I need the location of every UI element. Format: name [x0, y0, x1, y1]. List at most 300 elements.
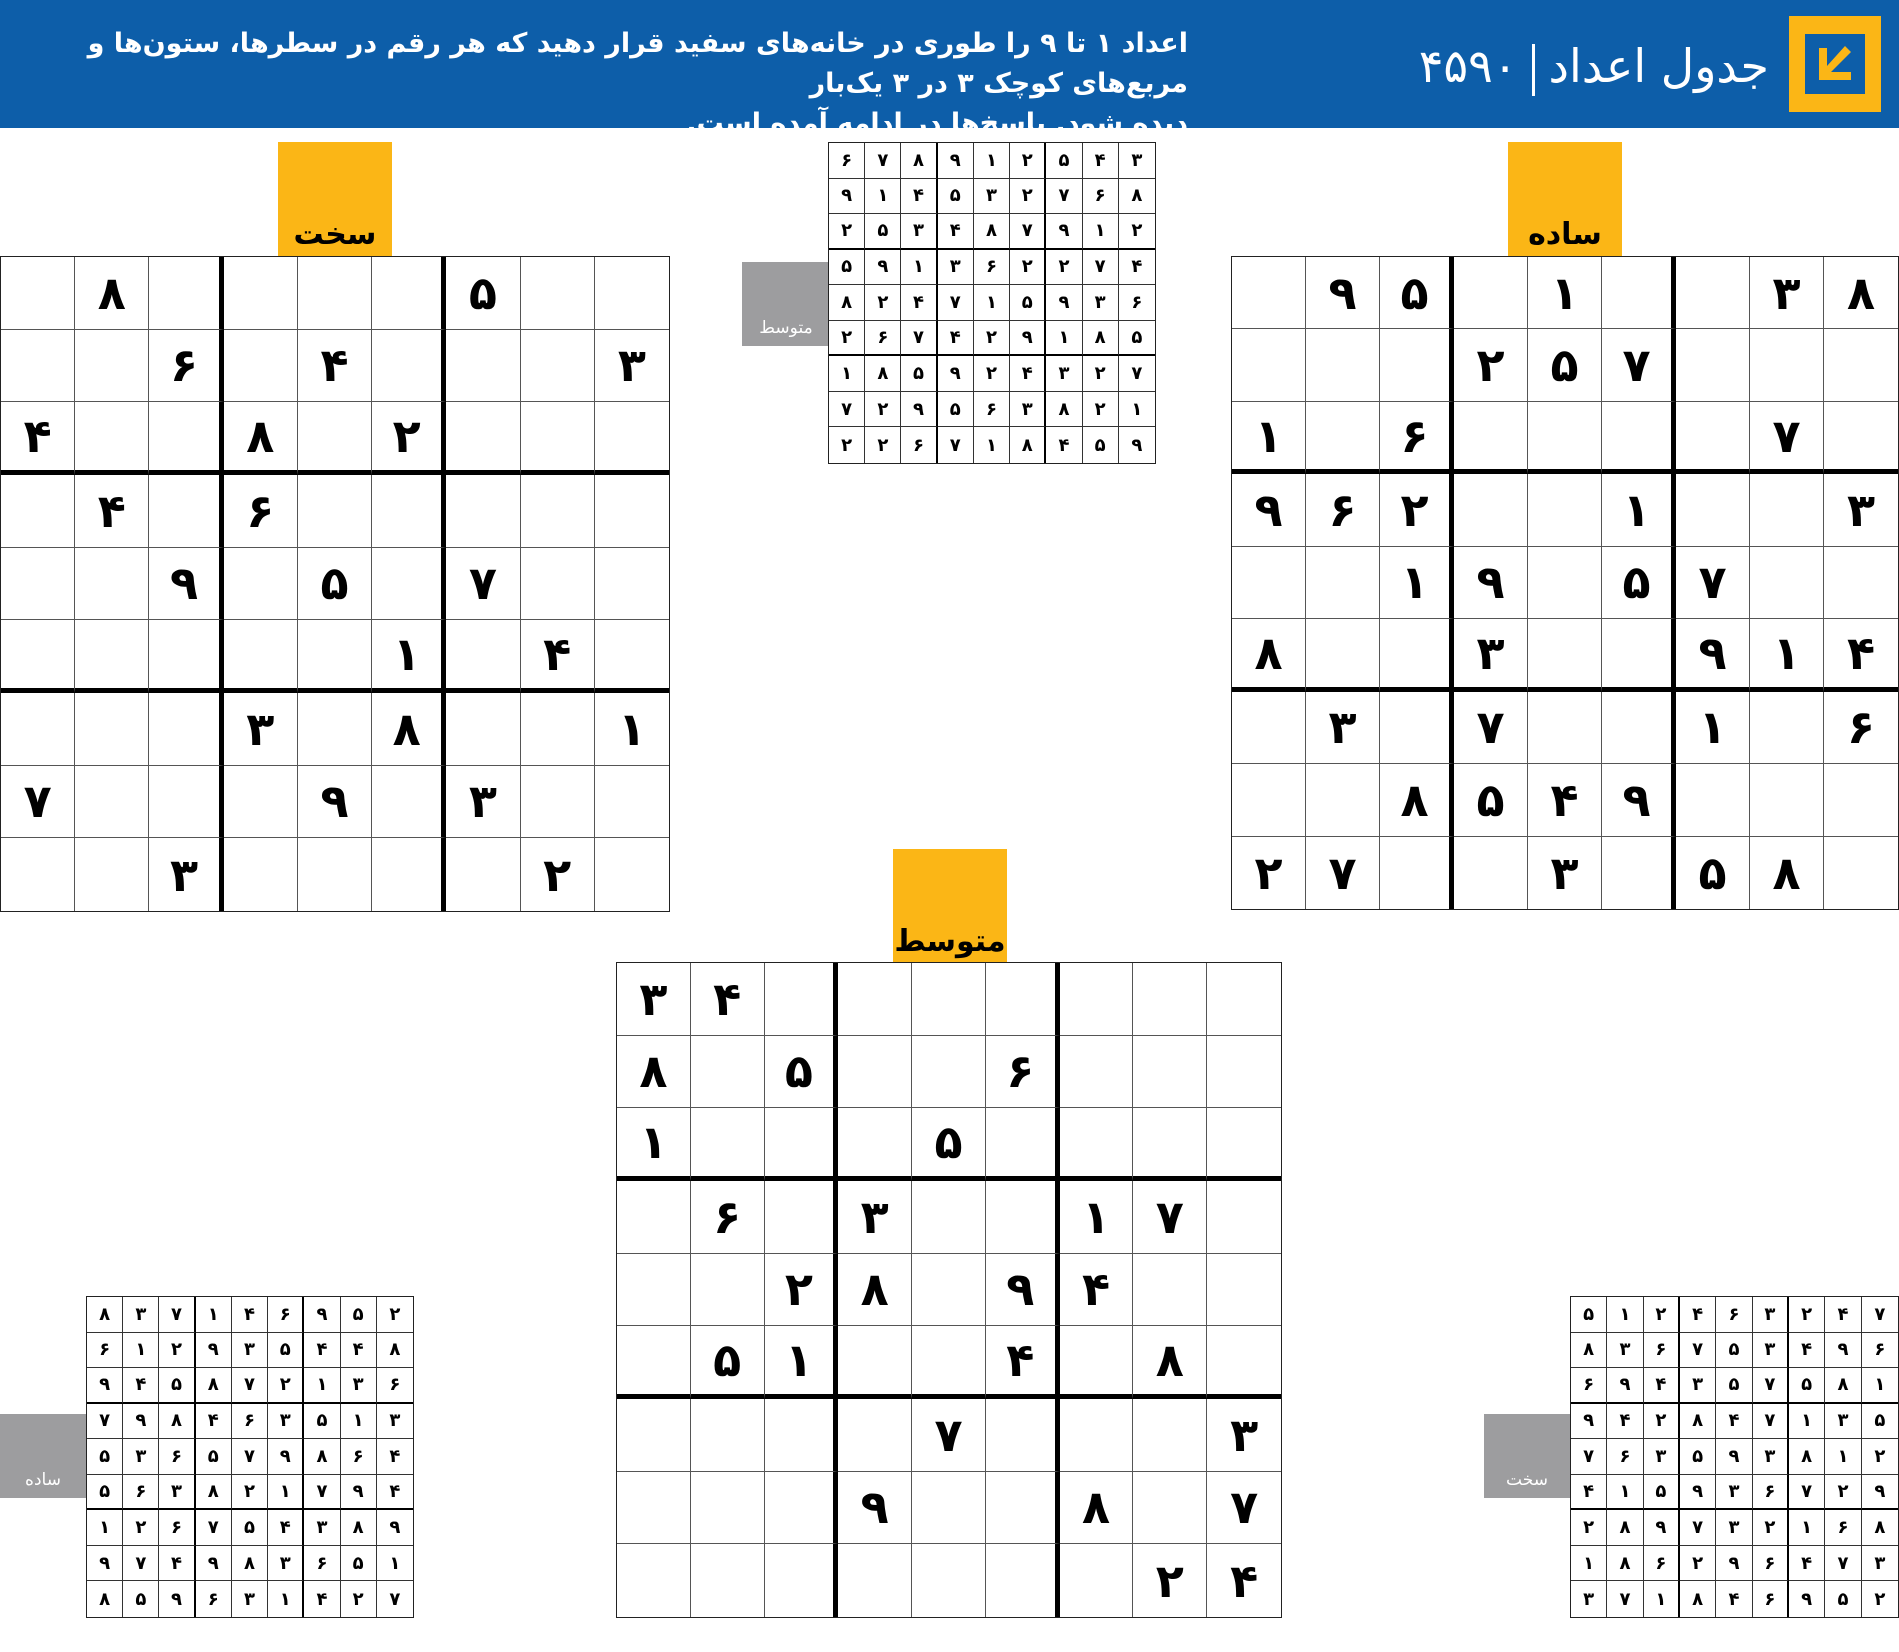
grid-cell	[595, 766, 669, 839]
grid-cell	[1454, 402, 1528, 474]
grid-cell: ۸	[1119, 179, 1155, 215]
grid-cell: ۷	[1825, 1546, 1861, 1582]
grid-cell	[1, 330, 75, 403]
grid-cell	[765, 1544, 839, 1617]
grid-cell	[912, 1326, 986, 1399]
grid-cell: ۳	[377, 1404, 413, 1440]
grid-cell	[838, 1036, 912, 1109]
grid-cell: ۵	[1010, 285, 1046, 321]
grid-cell: ۹	[1825, 1333, 1861, 1369]
grid-cell	[1, 257, 75, 330]
grid-cell: ۸	[196, 1368, 232, 1404]
grid-cell	[372, 330, 446, 403]
grid-cell: ۷	[1, 766, 75, 839]
grid-cell: ۸	[829, 285, 865, 321]
grid-cell: ۴	[938, 214, 974, 250]
grid-cell	[986, 1472, 1060, 1545]
grid-cell: ۸	[1010, 427, 1046, 463]
grid-cell	[1602, 402, 1676, 474]
grid-cell: ۶	[974, 250, 1010, 286]
grid-cell: ۵	[232, 1510, 268, 1546]
grid-cell: ۷	[1306, 837, 1380, 909]
grid-cell: ۹	[1716, 1439, 1752, 1475]
grid-cell: ۲	[1862, 1439, 1898, 1475]
grid-cell	[1133, 1036, 1207, 1109]
title-separator	[1532, 44, 1535, 96]
grid-cell	[1602, 257, 1676, 329]
grid-cell: ۱	[1862, 1368, 1898, 1404]
grid-cell	[372, 257, 446, 330]
grid-cell: ۲	[521, 838, 595, 911]
grid-cell: ۵	[341, 1297, 377, 1333]
grid-cell: ۴	[938, 321, 974, 357]
grid-cell: ۳	[1083, 285, 1119, 321]
answer-grid-hard	[1570, 1296, 1899, 1618]
grid-cell: ۸	[159, 1404, 195, 1440]
grid-cell: ۱	[1789, 1510, 1825, 1546]
grid-cell	[912, 963, 986, 1036]
grid-cell: ۱	[617, 1108, 691, 1181]
grid-cell: ۵	[268, 1333, 304, 1369]
grid-cell: ۱	[196, 1297, 232, 1333]
grid-cell: ۱	[123, 1333, 159, 1369]
grid-cell: ۷	[1454, 692, 1528, 764]
grid-cell: ۹	[865, 250, 901, 286]
grid-cell: ۶	[1753, 1581, 1789, 1617]
page-title	[1419, 36, 1769, 96]
grid-cell: ۱	[595, 693, 669, 766]
grid-cell	[149, 620, 223, 693]
grid-cell: ۱	[1046, 321, 1082, 357]
grid-cell	[149, 475, 223, 548]
grid-cell: ۳	[304, 1510, 340, 1546]
grid-cell: ۹	[1676, 619, 1750, 691]
grid-cell: ۶	[196, 1581, 232, 1617]
grid-cell	[372, 475, 446, 548]
grid-cell: ۲	[1753, 1510, 1789, 1546]
grid-cell	[1, 620, 75, 693]
grid-cell	[765, 1108, 839, 1181]
title-text: جدول اعداد	[1548, 39, 1769, 93]
grid-cell: ۵	[1644, 1475, 1680, 1511]
grid-cell: ۸	[1789, 1439, 1825, 1475]
grid-cell: ۷	[1571, 1439, 1607, 1475]
grid-cell: ۷	[159, 1297, 195, 1333]
grid-cell: ۴	[1716, 1581, 1752, 1617]
grid-cell	[1060, 1326, 1134, 1399]
grid-cell: ۲	[1010, 143, 1046, 179]
grid-cell	[1750, 692, 1824, 764]
grid-cell: ۷	[123, 1546, 159, 1582]
grid-cell: ۴	[1010, 356, 1046, 392]
grid-cell: ۸	[377, 1333, 413, 1369]
grid-cell: ۳	[617, 963, 691, 1036]
grid-cell: ۹	[298, 766, 372, 839]
grid-cell	[1454, 257, 1528, 329]
grid-cell	[1676, 474, 1750, 546]
header-bar	[0, 0, 1899, 139]
grid-cell	[691, 1108, 765, 1181]
grid-cell: ۸	[1083, 321, 1119, 357]
grid-cell	[521, 475, 595, 548]
grid-cell: ۱	[1060, 1181, 1134, 1254]
grid-cell	[446, 475, 520, 548]
grid-cell: ۳	[268, 1546, 304, 1582]
grid-cell: ۳	[1607, 1333, 1643, 1369]
grid-cell	[1306, 619, 1380, 691]
grid-cell	[521, 257, 595, 330]
grid-cell	[617, 1181, 691, 1254]
issue-number: ۴۵۹۰	[1418, 39, 1518, 93]
grid-cell	[765, 1181, 839, 1254]
answer-label-easy	[0, 1414, 86, 1498]
grid-cell: ۶	[304, 1546, 340, 1582]
grid-cell: ۴	[1607, 1404, 1643, 1440]
grid-cell: ۳	[1716, 1510, 1752, 1546]
grid-cell	[372, 766, 446, 839]
grid-cell: ۲	[1680, 1546, 1716, 1582]
grid-cell	[1207, 963, 1281, 1036]
grid-cell: ۱	[372, 620, 446, 693]
grid-cell: ۳	[1046, 356, 1082, 392]
grid-cell: ۷	[196, 1510, 232, 1546]
grid-cell: ۴	[1824, 619, 1898, 691]
grid-cell: ۸	[1680, 1581, 1716, 1617]
grid-cell: ۹	[1010, 321, 1046, 357]
grid-cell: ۳	[1753, 1439, 1789, 1475]
grid-cell	[1207, 1108, 1281, 1181]
grid-cell	[1454, 837, 1528, 909]
grid-cell	[1824, 329, 1898, 401]
grid-cell	[224, 766, 298, 839]
grid-cell	[149, 402, 223, 475]
grid-cell: ۴	[1716, 1404, 1752, 1440]
grid-cell: ۳	[838, 1181, 912, 1254]
sudoku-medium	[616, 962, 1282, 1618]
grid-cell: ۵	[1789, 1368, 1825, 1404]
grid-cell: ۱	[1607, 1475, 1643, 1511]
grid-cell	[1133, 963, 1207, 1036]
grid-cell	[1060, 1036, 1134, 1109]
grid-cell	[298, 838, 372, 911]
grid-cell: ۲	[1454, 329, 1528, 401]
grid-cell: ۶	[377, 1368, 413, 1404]
grid-cell: ۶	[1716, 1297, 1752, 1333]
grid-cell	[149, 257, 223, 330]
grid-cell: ۷	[389, 1588, 401, 1610]
grid-cell: ۹	[1716, 1546, 1752, 1582]
sudoku-easy	[1231, 256, 1899, 910]
grid-cell: ۲	[1046, 250, 1082, 286]
grid-cell: ۱	[974, 285, 1010, 321]
grid-cell: ۲	[1825, 1475, 1861, 1511]
grid-cell: ۲	[1644, 1297, 1680, 1333]
grid-cell	[595, 620, 669, 693]
grid-cell	[224, 257, 298, 330]
grid-cell: ۷	[912, 1399, 986, 1472]
grid-cell: ۵	[1680, 1439, 1716, 1475]
sudoku-hard	[0, 256, 670, 912]
grid-cell: ۹	[123, 1404, 159, 1440]
grid-cell: ۸	[1862, 1510, 1898, 1546]
grid-cell: ۵	[123, 1581, 159, 1617]
grid-cell: ۲	[1083, 356, 1119, 392]
grid-cell: ۳	[224, 693, 298, 766]
tab-hard-label: سخت	[293, 217, 377, 252]
grid-cell: ۹	[1046, 285, 1082, 321]
grid-cell: ۳	[1753, 1333, 1789, 1369]
grid-cell	[1676, 764, 1750, 836]
grid-cell	[1232, 692, 1306, 764]
grid-cell: ۴	[304, 1581, 340, 1617]
grid-cell	[298, 402, 372, 475]
grid-cell	[1, 693, 75, 766]
grid-cell	[1824, 402, 1898, 474]
grid-cell: ۶	[159, 1439, 195, 1475]
grid-cell: ۹	[1862, 1475, 1898, 1511]
grid-cell	[1060, 1108, 1134, 1181]
grid-cell: ۲	[232, 1475, 268, 1511]
grid-cell	[75, 838, 149, 911]
grid-cell	[446, 693, 520, 766]
grid-cell: ۱	[1571, 1546, 1607, 1582]
grid-cell: ۵	[691, 1326, 765, 1399]
grid-cell: ۲	[1380, 474, 1454, 546]
grid-cell: ۸	[1750, 837, 1824, 909]
grid-cell: ۴	[1825, 1297, 1861, 1333]
grid-cell	[224, 330, 298, 403]
grid-cell	[446, 402, 520, 475]
grid-cell: ۵	[341, 1546, 377, 1582]
grid-cell	[75, 402, 149, 475]
grid-cell: ۱	[1676, 692, 1750, 764]
grid-cell: ۵	[1825, 1581, 1861, 1617]
grid-cell	[1306, 329, 1380, 401]
grid-cell: ۶	[149, 330, 223, 403]
grid-cell: ۱	[268, 1581, 304, 1617]
grid-cell: ۱	[1644, 1581, 1680, 1617]
grid-cell	[595, 838, 669, 911]
grid-cell	[1380, 692, 1454, 764]
grid-cell	[1602, 619, 1676, 691]
grid-cell: ۲	[1083, 392, 1119, 428]
grid-cell: ۴	[298, 330, 372, 403]
grid-cell: ۲	[1874, 1588, 1886, 1610]
grid-cell: ۴	[75, 475, 149, 548]
grid-cell: ۸	[1571, 1333, 1607, 1369]
grid-cell: ۹	[1602, 764, 1676, 836]
grid-cell: ۲	[1232, 837, 1306, 909]
grid-cell	[986, 1108, 1060, 1181]
grid-cell: ۵	[912, 1108, 986, 1181]
grid-cell	[446, 330, 520, 403]
grid-cell	[75, 620, 149, 693]
grid-cell: ۲	[1133, 1544, 1207, 1617]
grid-cell: ۷	[1862, 1297, 1898, 1333]
grid-cell: ۹	[1454, 547, 1528, 619]
grid-cell: ۷	[232, 1439, 268, 1475]
answer-label-hard-text: سخت	[1506, 1470, 1548, 1490]
grid-cell	[1, 475, 75, 548]
grid-cell: ۱	[341, 1404, 377, 1440]
grid-cell: ۹	[377, 1510, 413, 1546]
grid-cell: ۵	[1862, 1404, 1898, 1440]
grid-cell: ۱	[865, 179, 901, 215]
grid-cell: ۶	[1571, 1368, 1607, 1404]
grid-cell: ۳	[446, 766, 520, 839]
grid-cell: ۵	[87, 1439, 123, 1475]
grid-cell	[691, 1544, 765, 1617]
grid-cell: ۶	[159, 1510, 195, 1546]
grid-cell	[765, 963, 839, 1036]
grid-cell: ۸	[1046, 392, 1082, 428]
grid-cell: ۷	[1207, 1472, 1281, 1545]
grid-cell: ۶	[691, 1181, 765, 1254]
grid-cell: ۸	[232, 1546, 268, 1582]
grid-cell	[1306, 402, 1380, 474]
grid-cell: ۹	[87, 1368, 123, 1404]
grid-cell: ۳	[1862, 1546, 1898, 1582]
grid-cell: ۱	[268, 1475, 304, 1511]
grid-cell: ۳	[1644, 1439, 1680, 1475]
grid-cell: ۲	[372, 402, 446, 475]
grid-cell: ۸	[75, 257, 149, 330]
grid-cell: ۹	[829, 179, 865, 215]
grid-cell: ۸	[1680, 1404, 1716, 1440]
grid-cell	[75, 548, 149, 621]
grid-cell	[617, 1399, 691, 1472]
answer-grid-easy	[86, 1296, 414, 1618]
grid-cell	[1750, 764, 1824, 836]
grid-cell: ۲	[829, 214, 865, 250]
grid-cell: ۳	[938, 250, 974, 286]
grid-cell: ۴	[1230, 1553, 1259, 1608]
grid-cell	[521, 766, 595, 839]
grid-cell	[838, 1108, 912, 1181]
grid-cell	[224, 548, 298, 621]
instructions-text	[18, 24, 1188, 144]
grid-cell: ۱	[829, 356, 865, 392]
grid-cell: ۷	[1753, 1404, 1789, 1440]
grid-cell: ۷	[304, 1475, 340, 1511]
grid-cell: ۳	[1207, 1399, 1281, 1472]
grid-cell	[1, 838, 75, 911]
grid-cell	[1528, 619, 1602, 691]
grid-cell: ۷	[1602, 329, 1676, 401]
grid-cell	[1602, 837, 1676, 909]
grid-cell	[765, 1472, 839, 1545]
answer-grid-medium	[828, 142, 1156, 464]
grid-cell	[1676, 402, 1750, 474]
grid-cell: ۸	[372, 693, 446, 766]
grid-cell: ۵	[304, 1404, 340, 1440]
grid-cell: ۳	[1825, 1404, 1861, 1440]
grid-cell: ۴	[901, 285, 937, 321]
grid-cell	[691, 1472, 765, 1545]
grid-cell: ۸	[1607, 1510, 1643, 1546]
grid-cell: ۶	[341, 1439, 377, 1475]
grid-cell: ۱	[1083, 214, 1119, 250]
grid-cell: ۶	[268, 1297, 304, 1333]
grid-cell: ۵	[1716, 1333, 1752, 1369]
grid-cell	[1133, 1399, 1207, 1472]
grid-cell: ۹	[1232, 474, 1306, 546]
grid-cell	[595, 402, 669, 475]
grid-cell	[1824, 764, 1898, 836]
grid-cell: ۸	[974, 214, 1010, 250]
grid-cell	[521, 402, 595, 475]
grid-cell: ۴	[341, 1333, 377, 1369]
tab-medium-label: متوسط	[894, 924, 1006, 959]
grid-cell: ۲	[1119, 214, 1155, 250]
grid-cell: ۷	[1676, 547, 1750, 619]
grid-cell	[1602, 692, 1676, 764]
grid-cell	[986, 1181, 1060, 1254]
grid-cell: ۱	[1380, 547, 1454, 619]
grid-cell: ۸	[865, 356, 901, 392]
grid-cell	[1232, 547, 1306, 619]
grid-cell: ۷	[829, 392, 865, 428]
grid-cell: ۹	[1789, 1581, 1825, 1617]
grid-cell	[1207, 1181, 1281, 1254]
grid-cell	[224, 838, 298, 911]
grid-cell: ۹	[1131, 434, 1143, 456]
grid-cell: ۷	[901, 321, 937, 357]
grid-cell: ۳	[974, 179, 1010, 215]
grid-cell	[372, 838, 446, 911]
grid-cell: ۹	[196, 1333, 232, 1369]
grid-cell: ۹	[1607, 1368, 1643, 1404]
grid-cell: ۴	[1083, 143, 1119, 179]
grid-cell	[1133, 1108, 1207, 1181]
grid-cell: ۳	[901, 214, 937, 250]
grid-cell: ۸	[1380, 764, 1454, 836]
grid-cell: ۶	[1119, 285, 1155, 321]
grid-cell: ۱	[304, 1368, 340, 1404]
grid-cell: ۸	[838, 1254, 912, 1327]
grid-cell: ۱	[1789, 1404, 1825, 1440]
grid-cell: ۲	[1010, 179, 1046, 215]
grid-cell	[595, 548, 669, 621]
grid-cell: ۹	[304, 1297, 340, 1333]
grid-cell: ۵	[87, 1475, 123, 1511]
instructions-line-2: دیده شود. پاسخ‌ها در ادامه آمده است.	[686, 108, 1188, 139]
grid-cell: ۳	[149, 838, 223, 911]
grid-cell: ۲	[865, 427, 901, 463]
grid-cell: ۴	[1, 402, 75, 475]
grid-cell: ۱	[377, 1546, 413, 1582]
grid-cell: ۶	[1644, 1333, 1680, 1369]
grid-cell: ۶	[1862, 1333, 1898, 1369]
grid-cell: ۴	[1119, 250, 1155, 286]
grid-cell: ۸	[1060, 1472, 1134, 1545]
grid-cell	[1133, 1254, 1207, 1327]
grid-cell: ۳	[1010, 392, 1046, 428]
grid-cell: ۹	[938, 356, 974, 392]
grid-cell: ۶	[974, 392, 1010, 428]
grid-cell: ۸	[304, 1439, 340, 1475]
grid-cell	[1750, 329, 1824, 401]
grid-cell: ۷	[1680, 1333, 1716, 1369]
grid-cell: ۶	[1825, 1510, 1861, 1546]
arrow-icon	[1815, 44, 1855, 84]
grid-cell: ۹	[1046, 214, 1082, 250]
grid-cell	[1528, 474, 1602, 546]
grid-cell: ۷	[865, 143, 901, 179]
tab-hard	[278, 142, 392, 256]
grid-cell: ۹	[159, 1581, 195, 1617]
grid-cell: ۲	[829, 321, 865, 357]
